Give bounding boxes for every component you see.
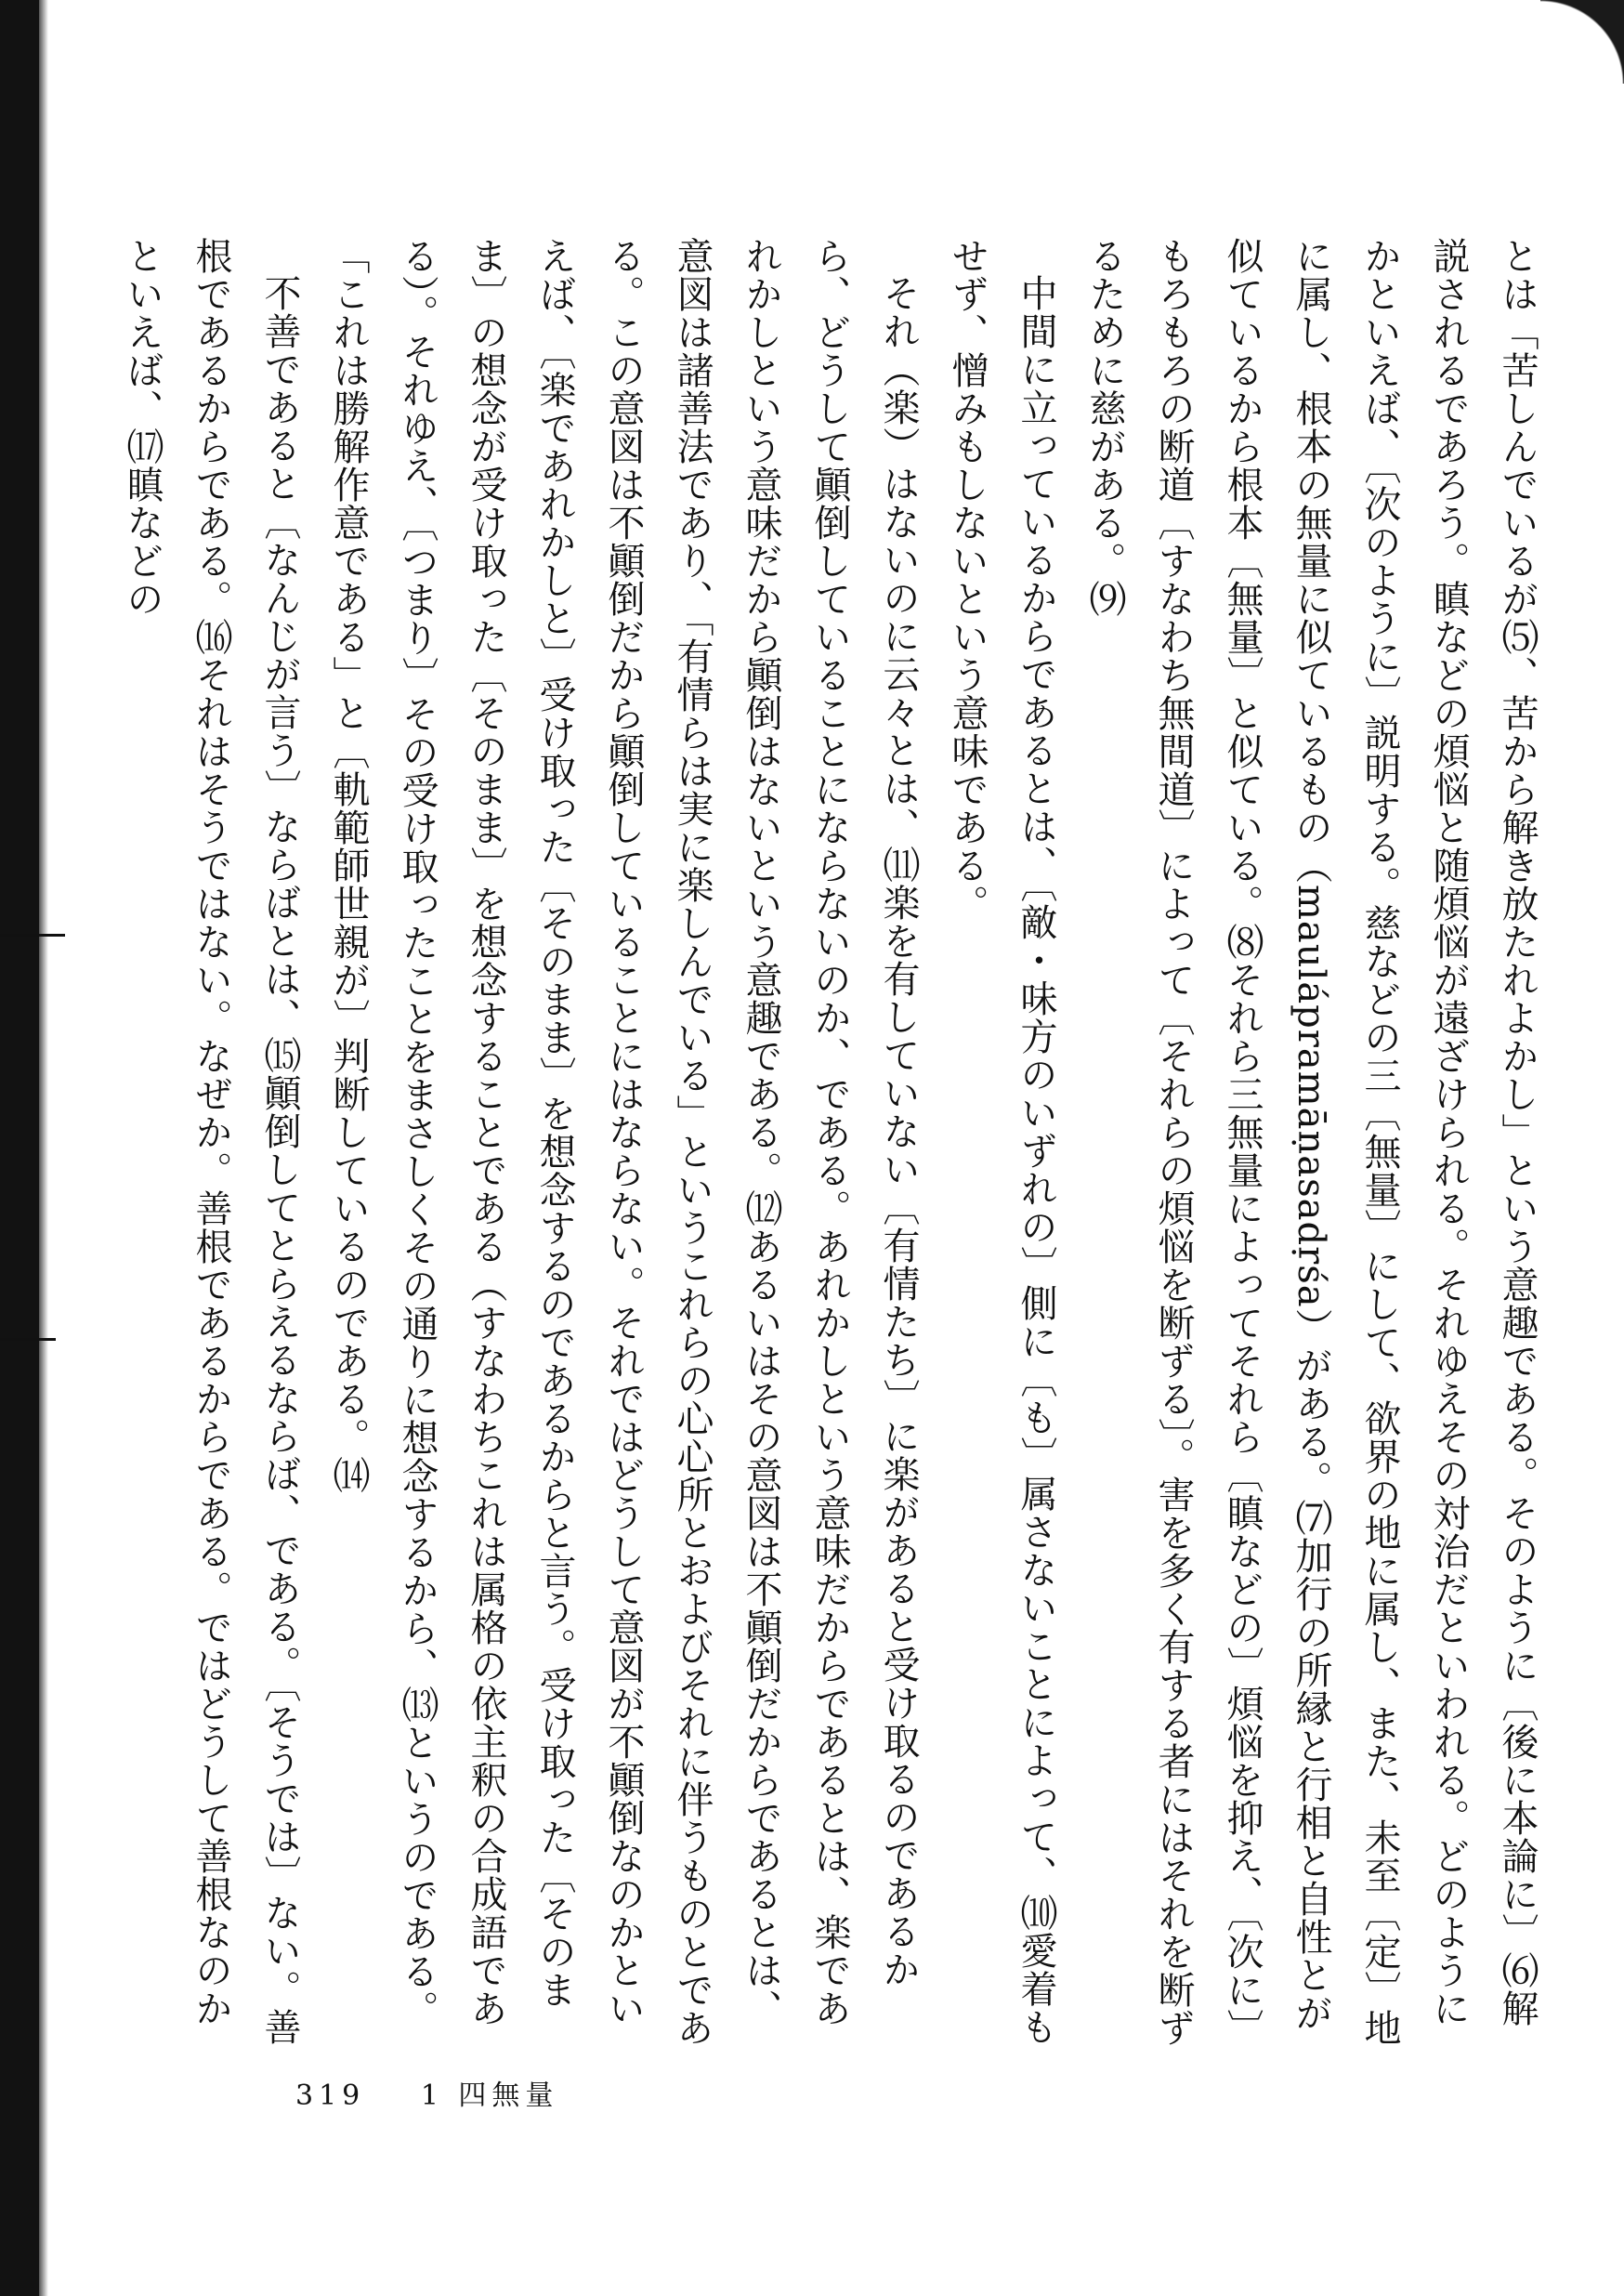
main-text [121,237,1552,2058]
page-corner [1540,0,1624,84]
page-number: 319 [295,2080,366,2112]
paragraph: 不善であると〔なんじが言う〕ならばとは、⒂顚倒してとらえるならば、である。〔そうでは〕ない。善根であるからである。⒃それはそうではない。なぜか。善根であるからである。ではどうして善根なのかといえば、⒄瞋などの [121,237,301,2046]
edge-mark [0,1338,56,1341]
paragraph: とは「苦しんでいるが⑸、苦から解き放たれよかし」という意趣である。そのように〔後に本論に〕⑹解説されるであろう。瞋などの煩悩と随煩悩が遠ざけられる。それゆえその対治だといわれる。どのようにかといえば、〔次のように〕説明する。慈などの三〔無量〕にして、欲界の地に属し、また、未至〔定〕地に属し、根本の無量に似ているもの（maulápramāṇasadṛśa）がある。⑺加行の所縁と行相と自性とが似ているから根本〔無量〕と似ている。⑻それら三無量によってそれら〔瞋などの〕煩悩を抑え、〔次に〕もろもろの断道〔すなわち無間道〕によって〔それらの煩悩を断ずる〕。害を多く有する者にはそれを断ずるために慈がある。⑼ [1083,237,1539,2047]
edge-mark [0,934,65,937]
page-footer [295,2072,599,2113]
section-title: 1 四無量 [420,2080,559,2112]
page-shadow [39,0,48,2296]
scan-edge [0,0,39,2296]
paragraph: 中間に立っているからであるとは、〔敵・味方のいずれの〕側に〔も〕属さないことによって、⑽愛着もせず、憎みもしないという意味である。 [946,237,1057,2046]
paragraph: それ（楽）はないのに云々とは、⑾楽を有していない〔有情たち〕に楽があると受け取るのであるから、どうして顚倒していることにならないのか、である。あれかしという意味だからであるとは、楽であれかしという意味だから顚倒はないという意趣である。⑿あるいはその意図は不顚倒だからであるとは、意図は諸善法であり、「有情らは実に楽しんでいる」というこれらの心心所とおよびそれに伴うものとである。この意図は不顚倒だから顚倒していることにはならない。それではどうして意図が不顚倒なのかといえば、〔楽であれかしと〕受け取った〔そのまま〕を想念するのであるからと言う。受け取った〔そのまま〕の想念が受け取った〔そのまま〕を想念することである（すなわちこれは属格の依主釈の合成語である）。それゆえ、〔つまり〕その受け取ったことをまさしくその通りに想念するから、⒀というのである。「これは勝解作意である」と〔軌範師世親が〕判断しているのである。⒁ [327,237,920,2047]
